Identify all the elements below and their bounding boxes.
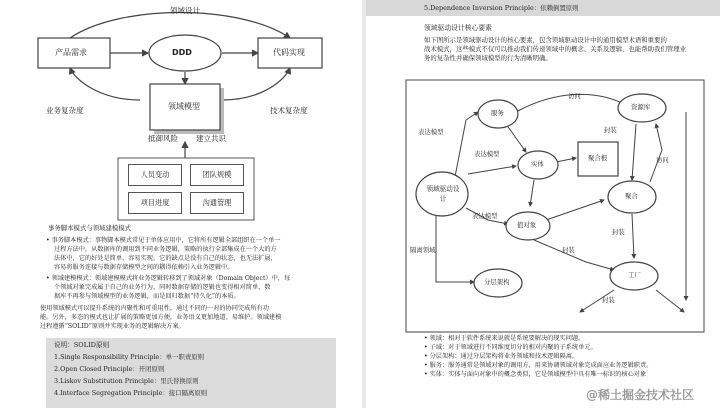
edge-aggregate-factory <box>632 214 634 258</box>
figure-caption: 事务脚本模式与领域建模模式 <box>48 224 132 232</box>
domain-model-label: 领域模型 <box>168 102 200 111</box>
node-layered-label: 分层架构 <box>484 278 510 286</box>
node-service-label: 服务 <box>491 109 504 117</box>
edge-entity-value <box>530 180 534 206</box>
paragraph-line: 使用领域模式可以提升系统的内聚性和可重用性，通过不同的一对的协同完成所有功 <box>40 305 269 312</box>
technical-complexity-label: 技术复杂度 <box>270 106 308 115</box>
definition-service: • 服务：服务通常是领域对象的调用方，用来协调领域对象完成面应业务逻辑职责。 <box>424 362 653 369</box>
bullet-line: 据库不再参与领域模型的业务逻辑，而是回归数据“持久化”的本质。 <box>54 293 240 300</box>
bullet-domain-model <box>46 274 290 301</box>
edge-label-express-1: 表达模型 <box>418 128 444 136</box>
product-requirement-label: 产品需求 <box>55 48 87 57</box>
factor-communication: 沟通管理 <box>190 192 244 214</box>
arc-bottom-right <box>222 68 290 100</box>
factor-project-progress: 项目进度 <box>128 192 182 214</box>
factor-staff-change: 人员变动 <box>128 164 182 186</box>
ddd-label: DDD <box>172 48 192 57</box>
solid-item-3: 3.Liskov Substitution Principle：里氏替换原则 <box>54 377 199 385</box>
edge-entity-aggroot <box>556 158 576 162</box>
resist-risk-label: 抵御风险 <box>148 134 178 143</box>
solid-item-4: 4.Interface Segregation Principle：接口隔离原则 <box>54 389 208 397</box>
solid-box <box>46 338 336 408</box>
definition-domain: • 领域：相对于软件系统来说就是系统要解决的现实问题。 <box>424 335 585 342</box>
edge-aggregate-repo <box>650 124 662 182</box>
edge-value-aggregate <box>546 200 604 220</box>
bullet-line: • 领域建模模式：领域建模模式将业务逻辑转移到了领域对象（Domain Object）中，每 <box>46 275 291 282</box>
section-title: 领域驱动设计核心要素 <box>424 24 492 32</box>
definition-entity: • 实体：实体与面向对象中的概念类似，它是领域模型中具有唯一标识的核心对象 <box>424 371 647 378</box>
node-entity-label: 实体 <box>531 160 544 168</box>
edge-label-isolate: 隔离领域 <box>410 246 436 254</box>
edge-ddd-entity <box>468 166 516 174</box>
edge-label-encapsulate-3: 封装 <box>602 296 615 304</box>
node-aggregate-label: 聚合 <box>625 192 638 200</box>
paragraph-line: 能。另外，多态的模式也让扩展的策略更加方便，业务语义更加地道、易维护。领域建模 <box>40 314 282 321</box>
node-ddd-label: 领域驱动设计 <box>426 185 460 203</box>
intro-line: 务的复杂性并确保领域模型的行为清晰明确。 <box>424 54 552 62</box>
bullet-line: 个领域对象完成属于自己的业务行为，同时数据存储的逻辑也变得相对简单，数 <box>54 284 271 291</box>
solid-item-1: 1.Single Responsibility Principle：单一职责原则 <box>54 353 205 361</box>
edge-factory-right <box>656 290 684 312</box>
edge-label-access-2: 访问 <box>656 156 669 164</box>
intro-line: 如下图所示是领域驱动设计的核心要素，包含领域驱动设计中的通用模型术语和重要的 <box>424 36 667 44</box>
definition-subdomain: • 子域：对于领域进行不同维度切分的相对内聚的子系统单元。 <box>424 344 597 351</box>
definition-list <box>424 334 652 379</box>
arc-top <box>70 13 290 39</box>
domain-design-label: 领域设计 <box>170 6 200 15</box>
bullet-transaction-script <box>46 236 281 272</box>
edge-ddd-service <box>454 112 478 182</box>
dip-header: 5.Dependence Inversion Principle：依赖倒置原则 <box>424 4 579 12</box>
edge-label-encapsulate-2: 封装 <box>612 228 625 236</box>
edge-value-factory <box>534 240 614 270</box>
bullet-line: 法体中，它的好处是简单、容易实现，它的缺点是没有自己的状态，也无法扩展， <box>54 255 277 262</box>
bullet-line: 容易将服务连接与数据存储模型之间的耦得依赖引入业务逻辑中。 <box>54 264 234 271</box>
intro-line: 战术模式，这些模式不仅可以推动我们传递领域中的概念、关系及逻辑，也能帮助我们管理业 <box>424 45 687 53</box>
watermark: @稀土掘金技术社区 <box>586 388 695 402</box>
edge-label-express-2: 表达模型 <box>474 150 500 158</box>
edge-label-access-1: 访问 <box>568 92 581 100</box>
edge-label-encapsulate-1: 封装 <box>604 126 617 134</box>
definition-layered: • 分层架构：通过分层架构将业务领域和技术逻辑隔离。 <box>424 353 579 360</box>
bullet-line: 过程方法中，从数据库的调用到不同业务逻辑，策略的执行全部集成在一个大的方 <box>54 246 277 253</box>
solid-title: 说明：SOLID原则 <box>54 341 110 349</box>
core-elements-diagram <box>366 0 720 340</box>
edge-service-entity <box>506 124 526 152</box>
body-paragraph <box>40 304 281 331</box>
bullet-line: • 事务脚本模式：事物脚本模式常见于单体应用中，它将所有逻辑全部组织在一个单一 <box>46 237 281 244</box>
solid-item-2: 2.Open Closed Principle：开闭原则 <box>54 365 165 373</box>
edge-repo-aggregate <box>632 124 636 180</box>
build-consensus-label: 建立共识 <box>196 134 226 143</box>
factor-team-size: 团队规模 <box>190 164 244 186</box>
code-implementation-label: 代码实现 <box>273 48 305 57</box>
edge-label-encapsulate-4: 封装 <box>562 246 575 254</box>
paragraph-line: 过程遵循“SOLID”原则并实现业务的逻辑解决方案。 <box>40 323 185 330</box>
node-repository-label: 资源库 <box>631 103 651 111</box>
node-factory-label: 工厂 <box>628 271 641 279</box>
arc-bottom-left <box>70 68 140 100</box>
node-aggregate-root-label: 聚合根 <box>588 154 608 162</box>
business-complexity-label: 业务复杂度 <box>46 106 84 115</box>
right-page <box>366 0 720 408</box>
edge-ddd-layered <box>436 214 474 282</box>
node-value-object-label: 值对象 <box>517 221 537 229</box>
edge-label-express-3: 表达模型 <box>472 212 498 220</box>
